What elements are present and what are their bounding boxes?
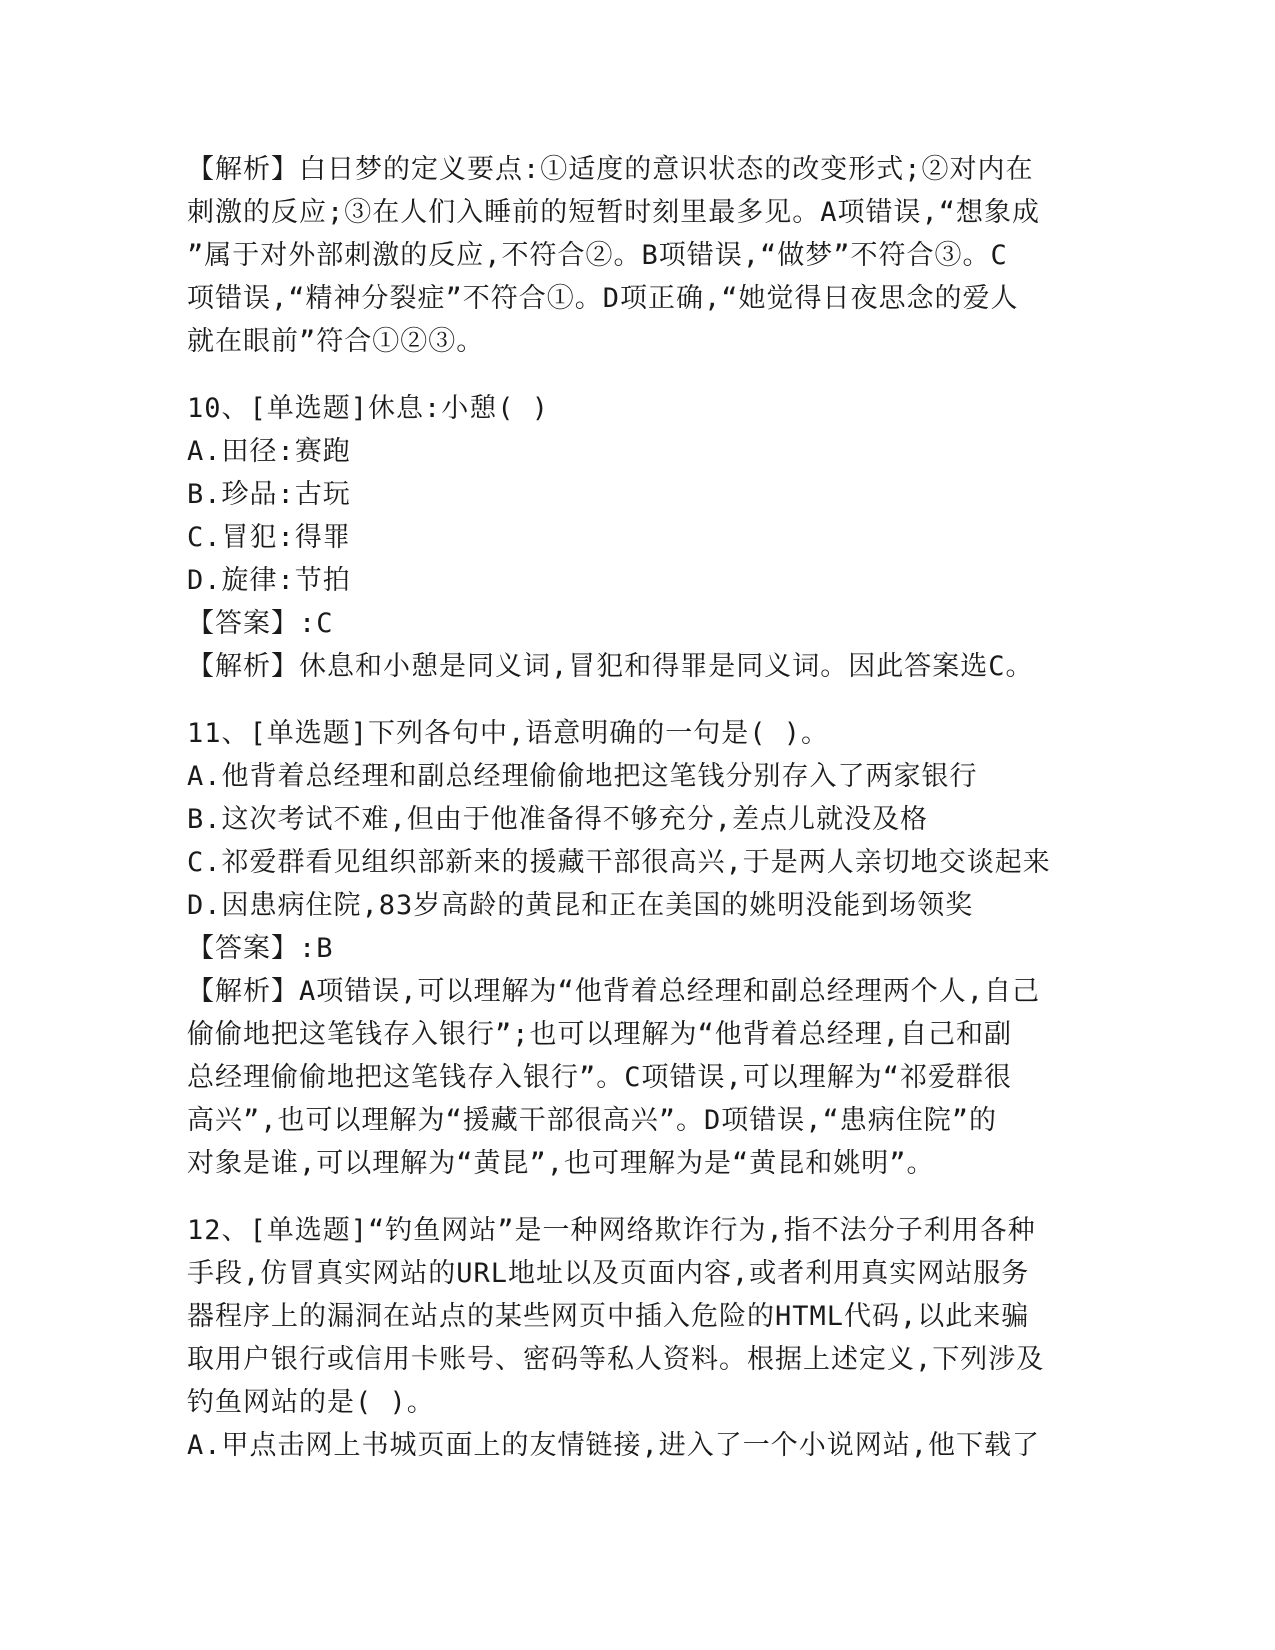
spacer bbox=[187, 363, 1067, 387]
question-title-line: 钓鱼网站的是( )。 bbox=[187, 1387, 435, 1418]
analysis-line: ”属于对外部刺激的反应,不符合②。B项错误,“做梦”不符合③。C bbox=[187, 240, 1008, 271]
analysis-line: 偷偷地把这笔钱存入银行”;也可以理解为“他背着总经理,自己和副 bbox=[187, 1019, 1013, 1050]
option-a: A.甲点击网上书城页面上的友情链接,进入了一个小说网站,他下载了 bbox=[187, 1430, 1041, 1461]
analysis-line: 【解析】A项错误,可以理解为“他背着总经理和副总经理两个人,自己 bbox=[187, 976, 1041, 1007]
option-c: C.祁爱群看见组织部新来的援藏干部很高兴,于是两人亲切地交谈起来 bbox=[187, 847, 1051, 878]
question-11 bbox=[187, 712, 1067, 1185]
analysis-line: 对象是谁,可以理解为“黄昆”,也可理解为是“黄昆和姚明”。 bbox=[187, 1148, 935, 1179]
document-content bbox=[187, 148, 1067, 1467]
analysis-block-q9 bbox=[187, 148, 1067, 363]
question-10 bbox=[187, 387, 1067, 688]
option-b: B.珍品:古玩 bbox=[187, 479, 351, 510]
question-title: 11、[单选题]下列各句中,语意明确的一句是( )。 bbox=[187, 718, 830, 749]
question-title-line: 器程序上的漏洞在站点的某些网页中插入危险的HTML代码,以此来骗 bbox=[187, 1301, 1030, 1332]
answer: 【答案】:B bbox=[187, 933, 334, 964]
analysis: 【解析】休息和小憩是同义词,冒犯和得罪是同义词。因此答案选C。 bbox=[187, 651, 1034, 682]
analysis-line: 刺激的反应;③在人们入睡前的短暂时刻里最多见。A项错误,“想象成 bbox=[187, 197, 1041, 228]
analysis-line: 【解析】白日梦的定义要点:①适度的意识状态的改变形式;②对内在 bbox=[187, 154, 1034, 185]
option-b: B.这次考试不难,但由于他准备得不够充分,差点儿就没及格 bbox=[187, 804, 929, 835]
option-d: D.旋律:节拍 bbox=[187, 565, 351, 596]
question-title-line: 12、[单选题]“钓鱼网站”是一种网络欺诈行为,指不法分子利用各种 bbox=[187, 1215, 1036, 1246]
question-title: 10、[单选题]休息:小憩( ) bbox=[187, 393, 550, 424]
question-12 bbox=[187, 1209, 1067, 1467]
analysis bbox=[187, 970, 1067, 1185]
analysis-line: 高兴”,也可以理解为“援藏干部很高兴”。D项错误,“患病住院”的 bbox=[187, 1105, 998, 1136]
question-title bbox=[187, 1209, 1067, 1424]
analysis-line: 总经理偷偷地把这笔钱存入银行”。C项错误,可以理解为“祁爱群很 bbox=[187, 1062, 1013, 1093]
spacer bbox=[187, 1185, 1067, 1209]
option-d: D.因患病住院,83岁高龄的黄昆和正在美国的姚明没能到场领奖 bbox=[187, 890, 974, 921]
option-a: A.他背着总经理和副总经理偷偷地把这笔钱分别存入了两家银行 bbox=[187, 761, 978, 792]
analysis-line: 项错误,“精神分裂症”不符合①。D项正确,“她觉得日夜思念的爱人 bbox=[187, 283, 1019, 314]
option-a: A.田径:赛跑 bbox=[187, 436, 351, 467]
question-title-line: 取用户银行或信用卡账号、密码等私人资料。根据上述定义,下列涉及 bbox=[187, 1344, 1045, 1375]
option-c: C.冒犯:得罪 bbox=[187, 522, 351, 553]
analysis-line: 就在眼前”符合①②③。 bbox=[187, 326, 485, 357]
spacer bbox=[187, 688, 1067, 712]
question-title-line: 手段,仿冒真实网站的URL地址以及页面内容,或者利用真实网站服务 bbox=[187, 1258, 1030, 1289]
answer: 【答案】:C bbox=[187, 608, 334, 639]
